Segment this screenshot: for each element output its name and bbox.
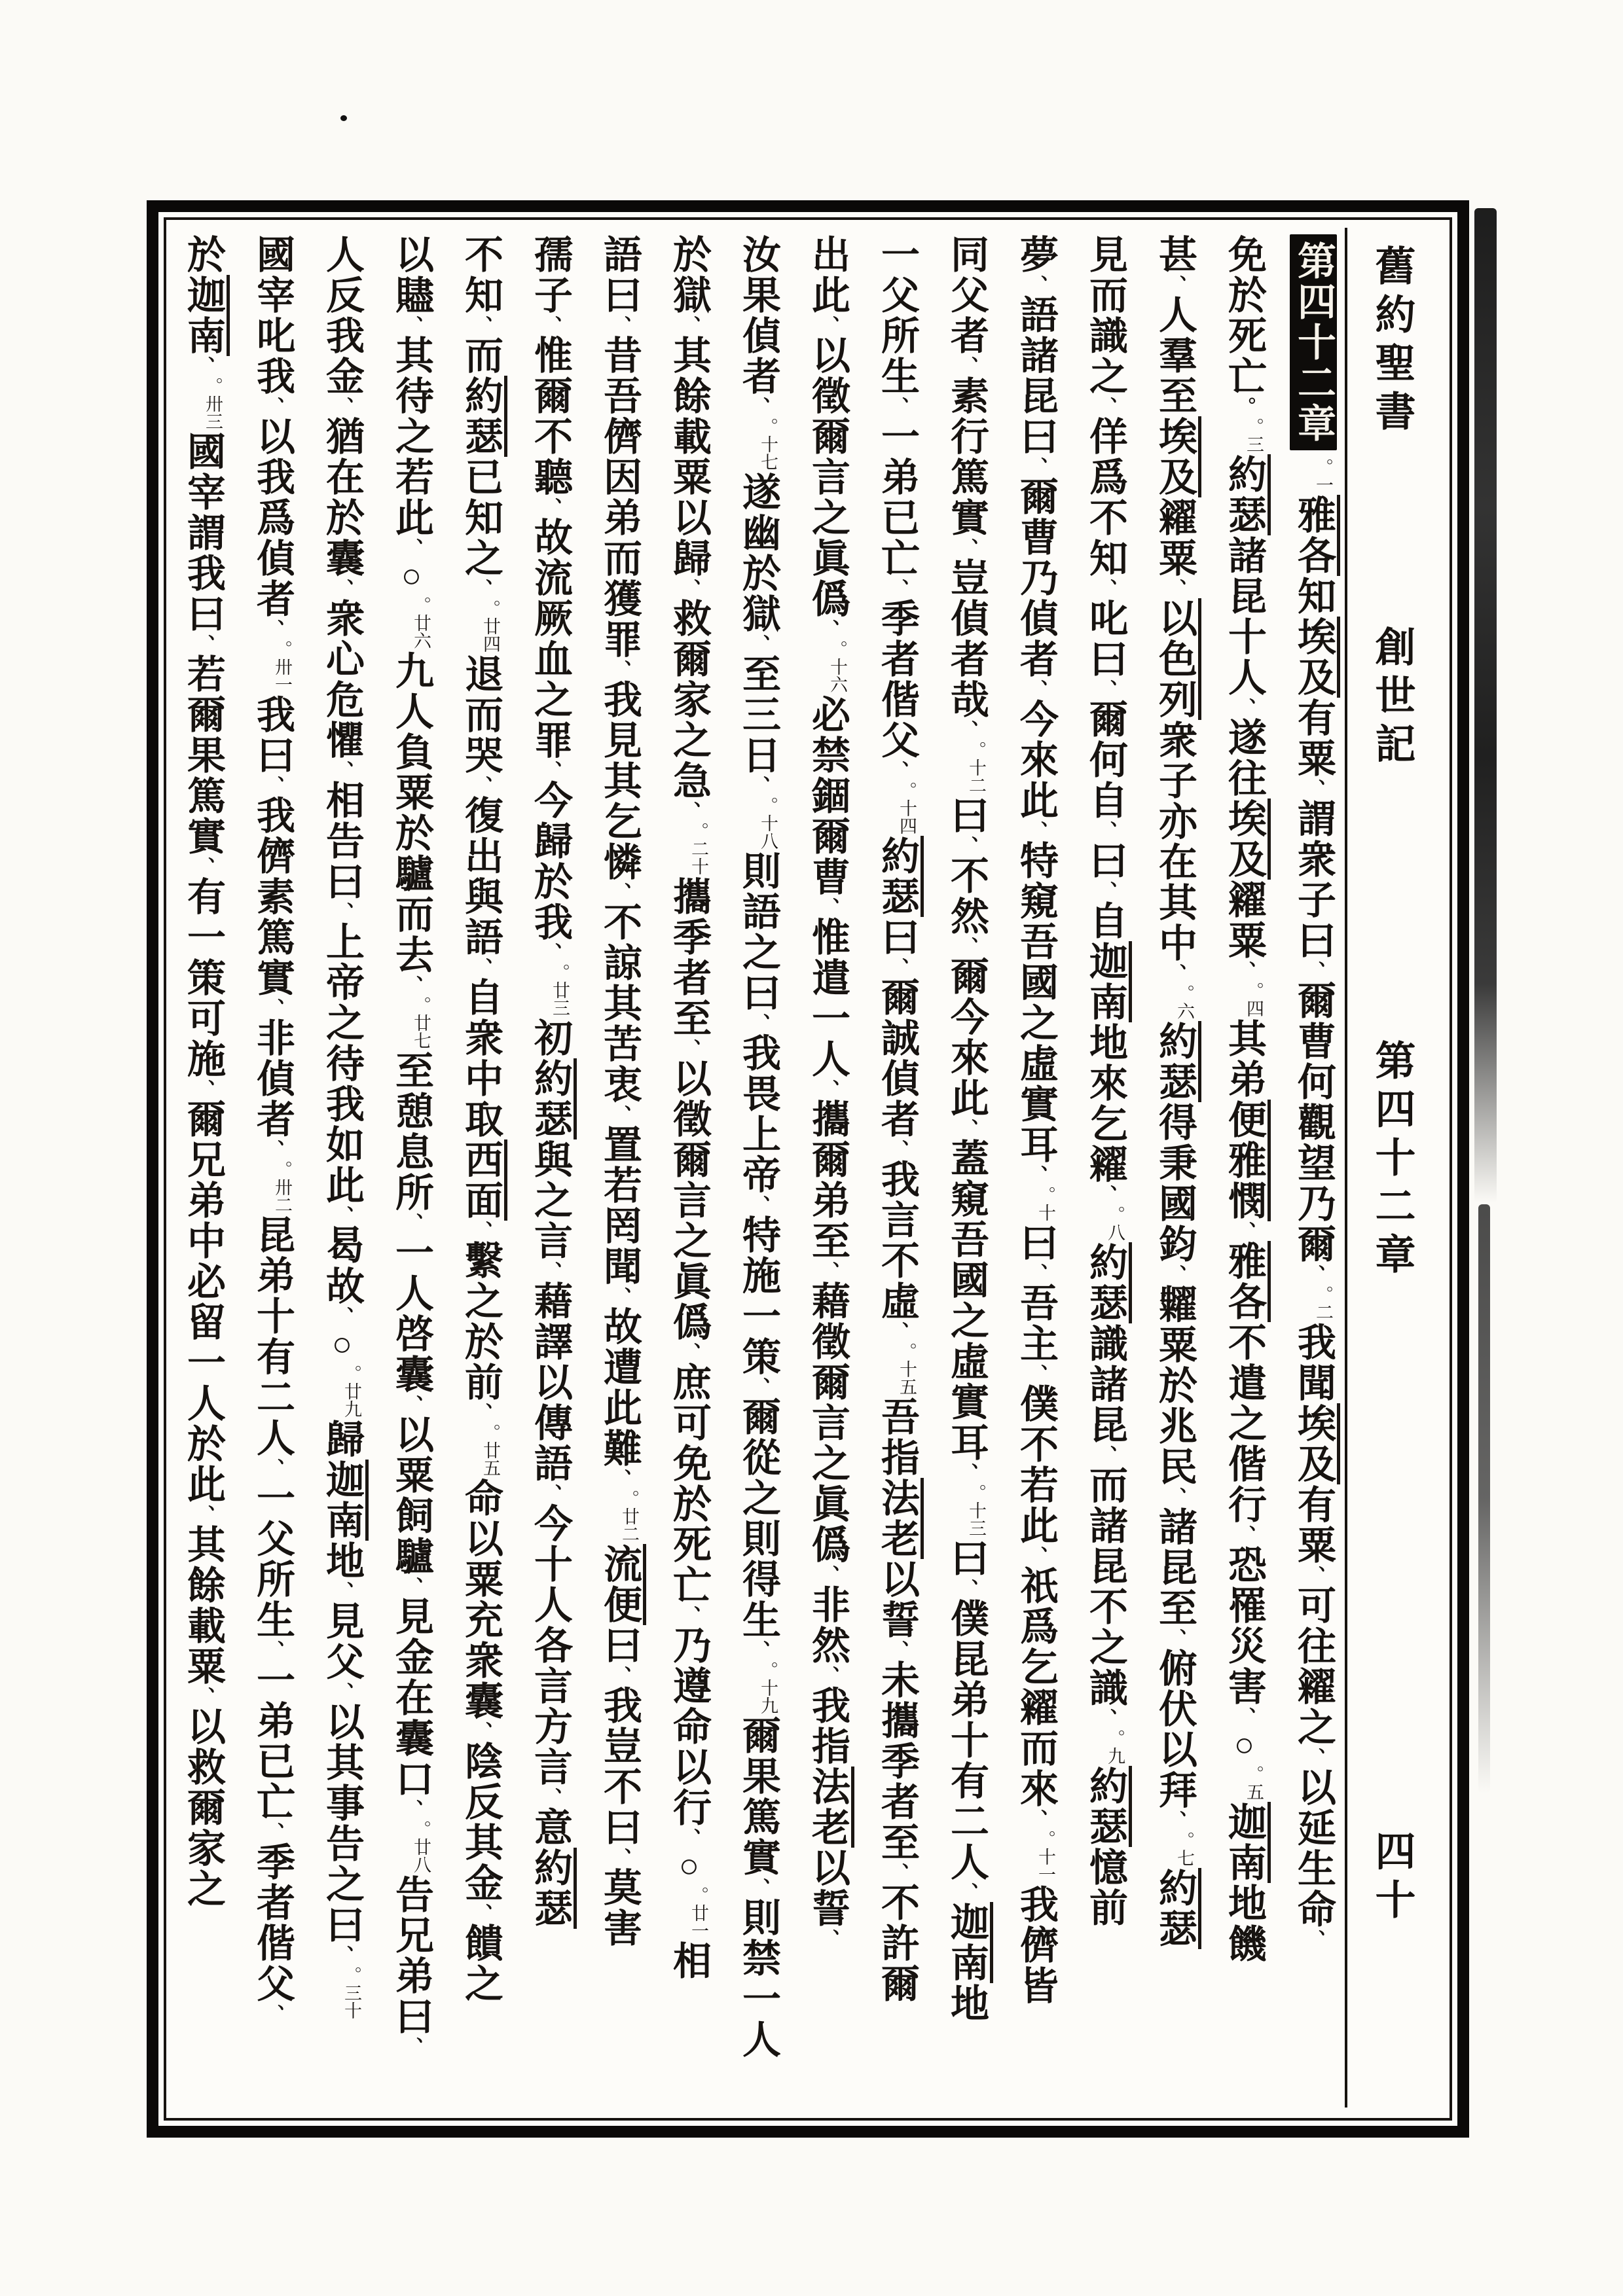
punctuation-mark: 、 (1095, 1185, 1116, 1204)
punctuation-mark: 、 (817, 1929, 839, 1948)
punctuation-mark: 、 (678, 1605, 700, 1625)
verse-number: 。卅二 (272, 1160, 292, 1213)
punctuation-mark: 、 (886, 1321, 908, 1341)
punctuation-mark: 、 (1025, 1809, 1047, 1829)
punctuation-mark: 、 (1164, 963, 1186, 983)
verse-number: 。四 (1244, 982, 1264, 1017)
punctuation-mark: 、 (470, 1403, 492, 1422)
verse-number: 。七 (1175, 1831, 1194, 1867)
punctuation-mark: 、 (1233, 1221, 1255, 1241)
verse-number: 。二十 (689, 822, 708, 875)
verse-number: 。廿一 (689, 1886, 708, 1939)
punctuation-mark: 、 (609, 1469, 630, 1488)
punctuation-mark: 、 (609, 315, 630, 335)
proper-noun: 迦南 (181, 275, 230, 356)
punctuation-mark: 、 (401, 2037, 422, 2056)
punctuation-mark: 、 (470, 1221, 492, 1240)
punctuation-mark: 、 (1303, 1566, 1324, 1585)
punctuation-mark: 、 (678, 315, 700, 335)
punctuation-mark: 、 (886, 1863, 908, 1882)
punctuation-mark: 、 (1303, 779, 1324, 798)
proper-noun: 法老 (806, 1767, 854, 1848)
punctuation-mark: 、 (539, 497, 561, 517)
section-circle-mark: ○ (323, 1326, 361, 1363)
punctuation-mark: 、 (262, 2004, 283, 2024)
proper-noun: 埃及 (1292, 617, 1340, 698)
punctuation-mark: 、 (262, 1822, 283, 1842)
punctuation-mark: 、 (817, 1565, 839, 1585)
punctuation-mark: 、 (748, 1195, 769, 1215)
proper-noun: 埃及 (1153, 416, 1201, 497)
proper-noun: 雅各 (1222, 1241, 1271, 1322)
proper-noun: 埃及 (1292, 1403, 1340, 1484)
proper-noun: 迦南 (320, 1460, 369, 1541)
punctuation-mark: 、 (1303, 1748, 1324, 1767)
punctuation-mark: 、 (956, 356, 977, 376)
punctuation-mark: 、 (331, 1581, 353, 1601)
punctuation-mark: 、 (331, 1945, 353, 1965)
punctuation-mark: 、 (401, 1395, 422, 1414)
section-circle-mark: ○ (1226, 1727, 1263, 1764)
punctuation-mark: 、 (262, 397, 283, 416)
punctuation-mark: 、 (609, 1666, 630, 1685)
punctuation-mark: 、 (1025, 679, 1047, 699)
punctuation-mark: 、 (678, 579, 700, 598)
punctuation-mark: 、 (1095, 397, 1116, 416)
punctuation-mark: 、 (817, 619, 839, 639)
punctuation-mark: 、 (678, 1828, 700, 1848)
punctuation-mark: 、 (539, 315, 561, 335)
punctuation-mark: 、 (539, 1261, 561, 1281)
proper-noun: 西面 (459, 1139, 507, 1221)
verse-number: 。廿七 (411, 996, 431, 1049)
punctuation-mark: 、 (470, 958, 492, 977)
punctuation-mark: 、 (262, 776, 283, 795)
verse-number: 。十九 (758, 1661, 778, 1714)
punctuation-mark: 、 (1095, 821, 1116, 840)
punctuation-mark: 、 (956, 1463, 977, 1482)
verse-number: 。十六 (828, 640, 847, 693)
punctuation-mark: 、 (192, 1505, 214, 1524)
punctuation-mark: 、 (1164, 1810, 1186, 1830)
verse-number: 。廿六 (411, 596, 431, 649)
verse-number: 。十五 (897, 1342, 917, 1395)
punctuation-mark: 、 (539, 1787, 561, 1807)
punctuation-mark: 、 (470, 1903, 492, 1923)
punctuation-mark: 、 (1095, 1708, 1116, 1728)
punctuation-mark: 、 (1233, 698, 1255, 717)
punctuation-mark: 、 (192, 634, 214, 654)
verse-number: 。十 (1036, 1186, 1055, 1221)
proper-noun: 約瑟 (875, 836, 924, 917)
punctuation-mark: 、 (886, 397, 908, 416)
text-column: 於獄、其餘載粟以歸、救爾家之急、。二十攜季者至、以徵爾言之眞僞、庶可免於死亡、乃遵命以行、○。廿一相 (667, 234, 710, 1981)
punctuation-mark: 、 (1095, 881, 1116, 901)
punctuation-mark: 、 (192, 857, 214, 876)
punctuation-mark: 、 (886, 1640, 908, 1660)
punctuation-mark: 、 (192, 356, 214, 376)
verse-number: 。廿四 (481, 600, 500, 653)
punctuation-mark: 、 (331, 902, 353, 922)
text-column: 以贐、其待之若此、○。廿六九人負粟於驢而去、。廿七至憩息所、一人啓囊、以粟飼驢、見金在囊口、。廿八告兄弟曰、 (390, 234, 433, 2056)
punctuation-mark: 、 (262, 619, 283, 639)
text-column: 國宰叱我、以我爲偵者、。卅一我曰、我儕素篤實、非偵者、。卅二昆弟十有二人、一父所生、一弟已亡、季者偕父、 (251, 234, 294, 2024)
punctuation-mark: 、 (1095, 579, 1116, 598)
punctuation-mark: 、 (609, 1105, 630, 1124)
verse-number: 。十二 (966, 741, 986, 794)
verse-number: 。三 (1244, 418, 1264, 453)
punctuation-mark: 、 (1025, 821, 1047, 840)
chapter-heading: 第四十二章 (1369, 1039, 1413, 1282)
scan-gutter-shadow (1474, 208, 1497, 1203)
punctuation-mark: 、 (539, 761, 561, 780)
proper-noun: 約瑟 (459, 376, 507, 457)
verse-number: 。十七 (758, 418, 778, 471)
punctuation-mark: 、 (886, 1139, 908, 1159)
punctuation-mark: 、 (956, 720, 977, 740)
proper-noun: 約瑟 (1153, 1021, 1201, 1102)
punctuation-mark: 、 (817, 1079, 839, 1099)
punctuation-mark: 、 (331, 1206, 353, 1225)
punctuation-mark: 、 (1303, 1929, 1324, 1949)
text-column: 免於死亡。。三約瑟諸昆十人、遂往埃及糴粟、。四其弟便雅憫、雅各不遣之偕行、恐罹災害、○。五迦南地饑 (1219, 234, 1269, 2098)
scan-speck (340, 115, 347, 121)
punctuation-mark: 、 (1164, 1628, 1186, 1648)
punctuation-mark: 、 (262, 1139, 283, 1159)
punctuation-mark: 、 (678, 1342, 700, 1362)
punctuation-mark: 、 (748, 1878, 769, 1897)
punctuation-mark: 、 (1164, 1265, 1186, 1284)
punctuation-mark: 、 (956, 937, 977, 956)
punctuation-mark: 、 (1164, 579, 1186, 598)
punctuation-mark: 、 (401, 1213, 422, 1232)
verse-number: 。廿三 (550, 963, 570, 1016)
proper-noun: 流便 (598, 1544, 646, 1625)
punctuation-mark: 、 (470, 776, 492, 795)
punctuation-mark: 、 (956, 1882, 977, 1902)
text-column: 同父者、素行篤實、豈偵者哉、。十二曰、不然、爾今來此、蓋窺吾國之虛實耳、。十三曰、僕昆弟十有二人、迦南地 (941, 234, 991, 2098)
punctuation-mark: 、 (331, 1682, 353, 1702)
punctuation-mark: 、 (748, 397, 769, 416)
punctuation-mark: 、 (956, 1119, 977, 1138)
punctuation-mark: 、 (1164, 275, 1186, 295)
verse-number: 。十三 (966, 1484, 986, 1537)
text-column: 於迦南、。卅三國宰謂我曰、若爾果篤實、有一策可施、爾兄弟中必留一人於此、其餘載粟、以救爾家之 (178, 234, 228, 2098)
proper-noun: 約瑟 (1084, 1242, 1132, 1323)
punctuation-mark: 、 (401, 1577, 422, 1596)
verse-number: 。一 (1313, 458, 1333, 493)
section-circle-mark: ○ (393, 558, 430, 595)
punctuation-mark: 、 (886, 761, 908, 780)
punctuation-mark: 。 (1233, 397, 1255, 416)
punctuation-mark: 、 (1095, 679, 1116, 699)
punctuation-mark: 、 (1095, 1445, 1116, 1465)
verse-number: 。廿五 (481, 1424, 500, 1477)
punctuation-mark: 、 (262, 998, 283, 1018)
punctuation-mark: 、 (609, 1848, 630, 1867)
punctuation-mark: 、 (748, 1640, 769, 1660)
proper-noun: 雅各 (1292, 495, 1340, 576)
verse-number: 。五 (1244, 1765, 1264, 1801)
punctuation-mark: 、 (470, 1721, 492, 1741)
chapter-cartouche: 第四十二章 (1290, 234, 1337, 450)
section-title: 創世記 (1369, 626, 1413, 771)
verse-number: 。卅一 (272, 640, 292, 693)
verse-number: 。三十 (342, 1966, 361, 2019)
punctuation-mark: 、 (748, 776, 769, 795)
proper-noun: 約瑟 (1222, 454, 1271, 535)
punctuation-mark: 、 (886, 579, 908, 598)
punctuation-mark: 、 (192, 1079, 214, 1099)
verse-number: 。廿二 (619, 1490, 639, 1543)
text-column: 孺子、惟爾不聽、故流厥血之罪、今歸於我、。廿三初約瑟與之言、藉譯以傳語、今十人各言方言、意約瑟 (525, 234, 575, 2098)
punctuation-mark: 、 (192, 1687, 214, 1706)
punctuation-mark: 、 (401, 315, 422, 335)
book-title: 舊約聖書 (1369, 245, 1413, 439)
punctuation-mark: 、 (1233, 1707, 1255, 1727)
punctuation-mark: 、 (748, 634, 769, 654)
punctuation-mark: 、 (1025, 457, 1047, 476)
text-column: 出此、以徵爾言之眞僞、。十六必禁錮爾曹、惟遣一人、攜爾弟至、藉徵爾言之眞僞、非然、我指法老以誓、 (803, 234, 852, 2098)
punctuation-mark: 、 (539, 1484, 561, 1503)
verse-number: 。八 (1105, 1206, 1125, 1241)
punctuation-mark: 、 (956, 1579, 977, 1598)
verse-number: 。六 (1175, 984, 1194, 1020)
text-column: 甚、人羣至埃及糴粟、以色列衆子亦在其中、。六約瑟得秉國鈞、糶粟於兆民、諸昆至、俯伏以拜、。七約瑟 (1150, 234, 1199, 2098)
verse-number: 。廿九 (342, 1365, 361, 1418)
verse-number: 。九 (1105, 1729, 1125, 1765)
verse-number: 。十四 (897, 781, 917, 834)
verse-number: 。十八 (758, 797, 778, 850)
margin-column (1347, 228, 1440, 2108)
punctuation-mark: 、 (817, 1261, 839, 1281)
proper-noun: 迦南 (1222, 1802, 1271, 1883)
punctuation-mark: 、 (748, 1013, 769, 1033)
punctuation-mark: 、 (678, 1039, 700, 1058)
page-border-frame (147, 200, 1469, 2138)
page-number: 四十 (1369, 1830, 1413, 1927)
punctuation-mark: 、 (1025, 1364, 1047, 1384)
verse-number: 。廿八 (411, 1820, 431, 1873)
text-column: 汝果偵者、。十七遂幽於獄、至三日、。十八則語之曰、我畏上帝、特施一策、爾從之則得生、。十九爾果篤實、則禁一人 (737, 234, 780, 2060)
proper-noun: 約瑟 (1153, 1868, 1201, 1949)
punctuation-mark: 、 (1303, 1265, 1324, 1284)
punctuation-mark: 、 (1025, 275, 1047, 295)
punctuation-mark: 、 (678, 801, 700, 821)
proper-noun: 迦南 (1084, 941, 1132, 1022)
text-column: 第四十二章。一雅各知埃及有粟、謂衆子曰、爾曹何觀望乃爾、。二我聞埃及有粟、可往糴之、以延生命、 (1288, 234, 1338, 2098)
page-content (175, 228, 1440, 2108)
punctuation-mark: 、 (401, 975, 422, 995)
text-column: 不知、而約瑟已知之、。廿四退而哭、復出與語、自衆中取西面、繫之於前、。廿五命以粟充衆囊、陰反其金、饋之 (456, 234, 505, 2098)
punctuation-mark: 、 (262, 1640, 283, 1660)
punctuation-mark: 、 (1025, 1263, 1047, 1283)
proper-noun: 迦南 (945, 1902, 993, 1983)
punctuation-mark: 、 (956, 836, 977, 855)
proper-noun: 以色列 (1153, 598, 1201, 720)
text-column: 語曰、昔吾儕因弟而獲罪、我見其乞憐、不諒其苦衷、置若罔聞、故遭此難、。廿二流便曰、我豈不曰、莫害 (594, 234, 644, 2098)
punctuation-mark: 、 (1164, 1487, 1186, 1507)
punctuation-mark: 、 (470, 579, 492, 598)
punctuation-mark: 、 (1233, 961, 1255, 980)
punctuation-mark: 、 (886, 958, 908, 977)
verse-number: 。卅三 (203, 377, 223, 430)
proper-noun: 約瑟 (528, 1058, 577, 1139)
text-column: 一父所生、一弟已亡、季者偕父、。十四約瑟曰、爾誠偵者、我言不虛、。十五吾指法老以誓、未攜季者至、不許爾 (872, 234, 922, 2098)
punctuation-mark: 、 (331, 1306, 353, 1326)
punctuation-mark: 、 (401, 538, 422, 558)
punctuation-mark: 、 (470, 315, 492, 335)
punctuation-mark: 、 (331, 579, 353, 598)
punctuation-mark: 、 (401, 1799, 422, 1819)
text-column: 見而識之、佯爲不知、叱曰、爾何自、曰、自迦南地來乞糴、。八約瑟識諸昆、而諸昆不之識、。九約瑟憶前 (1080, 234, 1130, 2098)
punctuation-mark: 、 (817, 315, 839, 335)
proper-noun: 埃及 (1222, 798, 1271, 880)
verse-number: 。十一 (1036, 1830, 1055, 1883)
proper-noun: 約瑟 (528, 1848, 577, 1929)
proper-noun: 法老 (875, 1478, 924, 1559)
punctuation-mark: 、 (817, 1666, 839, 1685)
punctuation-mark: 、 (1233, 1525, 1255, 1545)
text-column: 夢、語諸昆曰、爾曹乃偵者、今來此、特窺吾國之虛實耳、。十曰、吾主、僕不若此、祇爲乞糴而來、。十一我儕皆 (1014, 234, 1057, 2006)
punctuation-mark: 、 (609, 882, 630, 902)
punctuation-mark: 、 (609, 660, 630, 679)
punctuation-mark: 、 (331, 397, 353, 416)
verse-number: 。二 (1313, 1285, 1333, 1321)
punctuation-mark: 、 (331, 761, 353, 780)
punctuation-mark: 、 (817, 897, 839, 917)
punctuation-mark: 、 (609, 1287, 630, 1306)
text-column: 人反我金、猶在於囊、衆心危懼、相告曰、上帝之待我如此、曷故、○。廿九歸迦南地、見父、以其事告之曰、。三十 (317, 234, 367, 2098)
proper-noun: 便雅憫 (1222, 1100, 1271, 1221)
punctuation-mark: 、 (748, 1377, 769, 1397)
punctuation-mark: 、 (1303, 961, 1324, 980)
punctuation-mark: 、 (262, 1458, 283, 1478)
punctuation-mark: 、 (1025, 1546, 1047, 1566)
scan-gutter-shadow (1478, 1204, 1490, 1793)
proper-noun: 約瑟 (1084, 1766, 1132, 1847)
punctuation-mark: 、 (956, 538, 977, 558)
text-columns (175, 228, 1345, 2108)
section-circle-mark: ○ (670, 1848, 708, 1885)
punctuation-mark: 、 (539, 942, 561, 962)
punctuation-mark: 、 (1025, 1165, 1047, 1185)
